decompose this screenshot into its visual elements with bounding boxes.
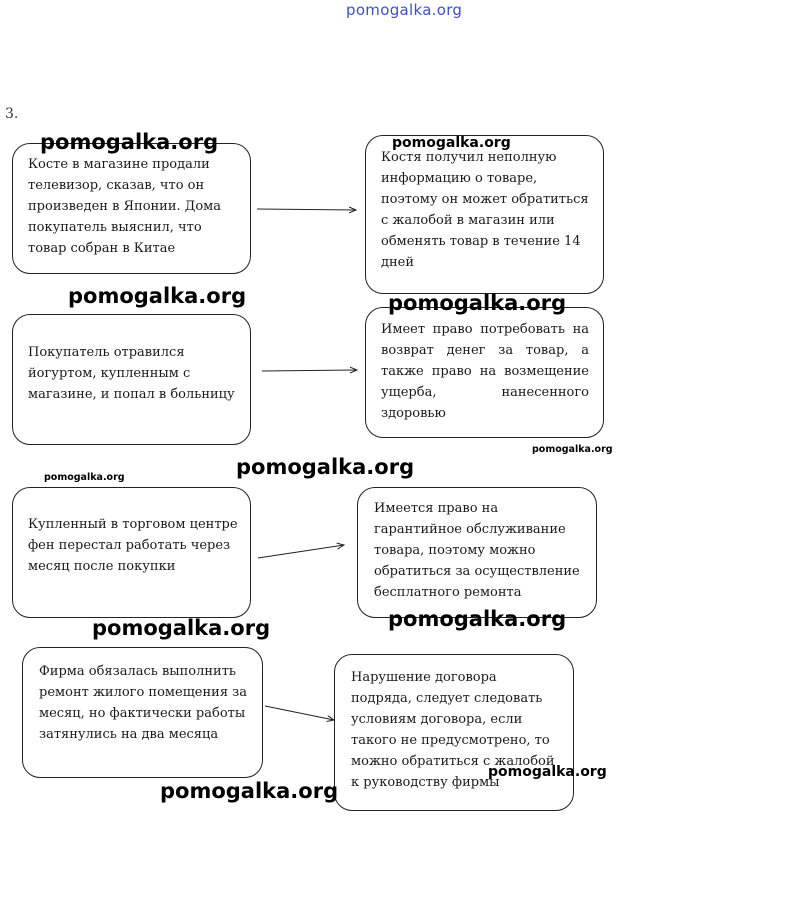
watermark: pomogalka.org: [488, 764, 607, 780]
answer-text-3: Имеется право на гарантийное обслуживание товара, поэтому можно обратиться за осуществление бесплатного ремонта: [374, 501, 580, 600]
answer-text-1: Костя получил неполную информацию о товаре, поэтому он может обратиться с жалобой в магазин или обменять товар в течение 14 дней: [381, 150, 589, 270]
watermark: pomogalka.org: [236, 455, 415, 479]
watermark: pomogalka.org: [388, 607, 567, 631]
arrow-1: [257, 209, 356, 210]
watermark: pomogalka.org: [44, 472, 125, 483]
watermark: pomogalka.org: [532, 444, 613, 455]
answer-text-4: Нарушение договора подряда, следует следовать условиям договора, если такого не предусмотрено, то можно обратиться с жалобой к руководству фирмы: [351, 670, 555, 790]
watermark: pomogalka.org: [392, 135, 511, 151]
arrow-3: [258, 545, 344, 558]
situation-text-1: Косте в магазине продали телевизор, сказав, что он произведен в Японии. Дома покупатель выяснил, что товар собран в Китае: [28, 157, 222, 256]
situation-text-3: Купленный в торговом центре фен перестал работать через месяц после покупки: [28, 517, 238, 574]
situation-text-4: Фирма обязалась выполнить ремонт жилого помещения за месяц, но фактически работы затянулись на два месяца: [39, 664, 247, 742]
situation-text-2: Покупатель отравился йогуртом, купленным с магазине, и попал в больницу: [28, 345, 235, 402]
header-watermark: pomogalka.org: [346, 1, 463, 19]
watermark: pomogalka.org: [40, 130, 219, 154]
watermark: pomogalka.org: [92, 616, 271, 640]
watermark: pomogalka.org: [160, 779, 339, 803]
arrow-4: [265, 706, 334, 720]
watermark: pomogalka.org: [388, 291, 567, 315]
arrow-2: [262, 370, 357, 371]
task-number: 3.: [5, 106, 19, 122]
watermark: pomogalka.org: [68, 284, 247, 308]
answer-text-2: Имеет право потребовать на возврат денег за товар, а также право на возмещение ущерба, нанесенного здоровью: [381, 322, 589, 421]
